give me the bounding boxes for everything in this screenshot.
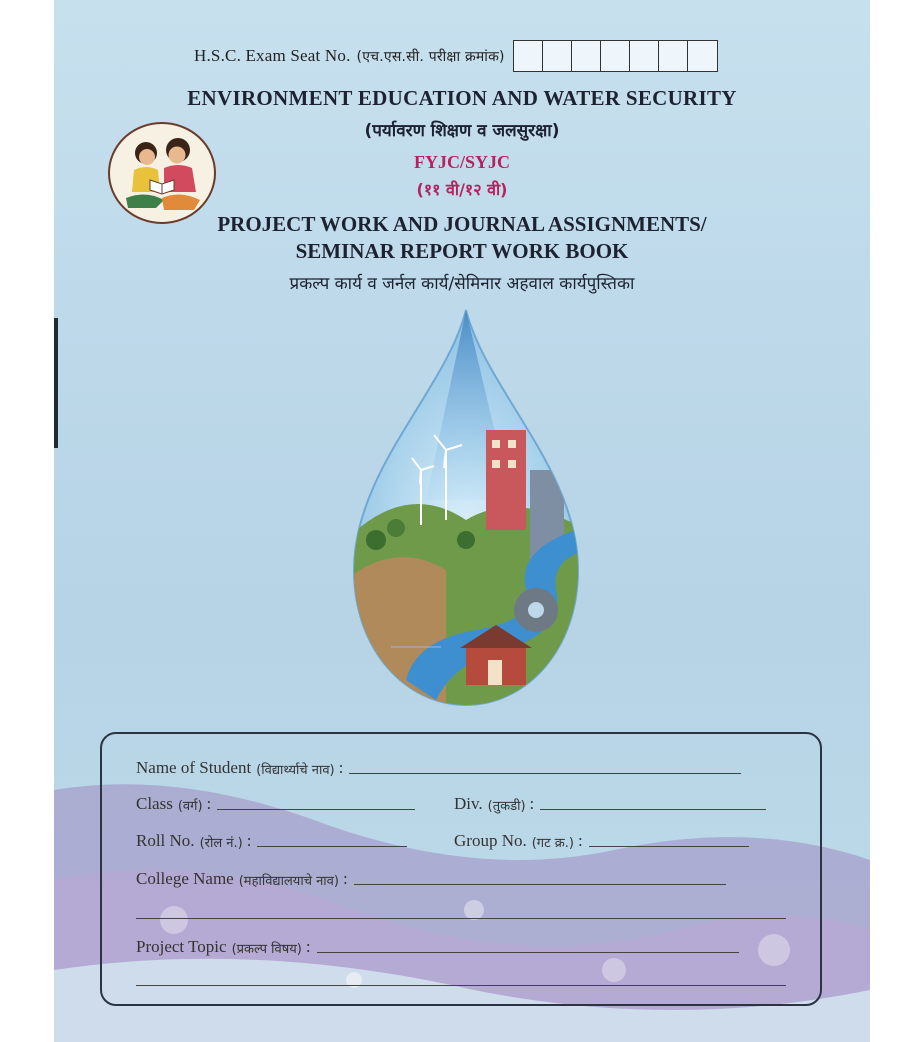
student-name-label: Name of Student bbox=[136, 758, 252, 777]
group-no-line[interactable] bbox=[589, 845, 749, 847]
children-reading-logo-icon bbox=[106, 120, 218, 226]
exam-seat-label-mr: (एच.एस.सी. परीक्षा क्रमांक) bbox=[356, 49, 505, 65]
exam-seat-row bbox=[194, 40, 718, 72]
cover-edge-mark bbox=[54, 318, 58, 448]
project-topic-line-2[interactable] bbox=[136, 984, 786, 986]
book-title-marathi: (पर्यावरण शिक्षण व जलसुरक्षा) bbox=[364, 121, 560, 141]
seat-digit-box[interactable] bbox=[601, 41, 630, 71]
exam-seat-label-en: H.S.C. Exam Seat No. bbox=[194, 46, 351, 65]
class-label: Class bbox=[136, 794, 173, 813]
exam-seat-label bbox=[194, 46, 505, 66]
colon: : bbox=[246, 831, 252, 850]
class-level: FYJC/SYJC bbox=[413, 152, 510, 172]
division-label-mr: (तुकडी) bbox=[487, 799, 526, 814]
exam-seat-boxes[interactable] bbox=[513, 40, 718, 72]
seat-digit-box[interactable] bbox=[572, 41, 601, 71]
college-name-label: College Name bbox=[136, 869, 234, 888]
colon: : bbox=[577, 831, 583, 850]
water-drop-landscape-illustration bbox=[316, 300, 616, 720]
roll-no-label: Roll No. bbox=[136, 831, 195, 850]
group-no-label-mr: (गट क्र.) bbox=[531, 836, 574, 851]
book-title: ENVIRONMENT EDUCATION AND WATER SECURITY bbox=[187, 86, 737, 110]
group-no-field[interactable] bbox=[454, 831, 749, 851]
seat-digit-box[interactable] bbox=[630, 41, 659, 71]
college-name-line[interactable] bbox=[354, 883, 726, 885]
project-topic-label-mr: (प्रकल्प विषय) bbox=[231, 942, 302, 957]
group-no-label: Group No. bbox=[454, 831, 527, 850]
seat-digit-box[interactable] bbox=[659, 41, 688, 71]
student-name-line[interactable] bbox=[349, 772, 741, 774]
project-topic-label: Project Topic bbox=[136, 937, 227, 956]
roll-no-line[interactable] bbox=[257, 845, 407, 847]
student-name-field[interactable] bbox=[136, 758, 741, 778]
college-name-label-mr: (महाविद्यालयाचे नाव) bbox=[238, 874, 339, 889]
class-line[interactable] bbox=[217, 808, 415, 810]
colon: : bbox=[342, 869, 348, 888]
project-title-marathi: प्रकल्प कार्य व जर्नल कार्य/सेमिनार अहवाल कार्यपुस्तिका bbox=[289, 274, 635, 294]
project-title-line2: SEMINAR REPORT WORK BOOK bbox=[295, 239, 629, 263]
college-name-line-2[interactable] bbox=[136, 917, 786, 919]
roll-no-label-mr: (रोल नं.) bbox=[199, 836, 243, 851]
seat-digit-box[interactable] bbox=[543, 41, 572, 71]
colon: : bbox=[338, 758, 344, 777]
seat-digit-box[interactable] bbox=[688, 41, 717, 71]
project-title-line1: PROJECT WORK AND JOURNAL ASSIGNMENTS/ bbox=[217, 212, 707, 236]
project-topic-field[interactable] bbox=[136, 937, 739, 957]
class-field[interactable] bbox=[136, 794, 415, 814]
colon: : bbox=[529, 794, 535, 813]
division-line[interactable] bbox=[540, 808, 766, 810]
colon: : bbox=[305, 937, 311, 956]
book-cover bbox=[54, 0, 870, 1042]
colon: : bbox=[206, 794, 212, 813]
college-name-field[interactable] bbox=[136, 869, 726, 889]
division-label: Div. bbox=[454, 794, 483, 813]
student-details-form bbox=[100, 732, 822, 1006]
division-field[interactable] bbox=[454, 794, 766, 814]
class-level-marathi: (११ वी/१२ वी) bbox=[416, 180, 508, 199]
roll-no-field[interactable] bbox=[136, 831, 407, 851]
project-topic-line[interactable] bbox=[317, 951, 739, 953]
class-label-mr: (वर्ग) bbox=[177, 799, 203, 814]
seat-digit-box[interactable] bbox=[514, 41, 543, 71]
student-name-label-mr: (विद्यार्थ्याचे नाव) bbox=[256, 763, 335, 778]
